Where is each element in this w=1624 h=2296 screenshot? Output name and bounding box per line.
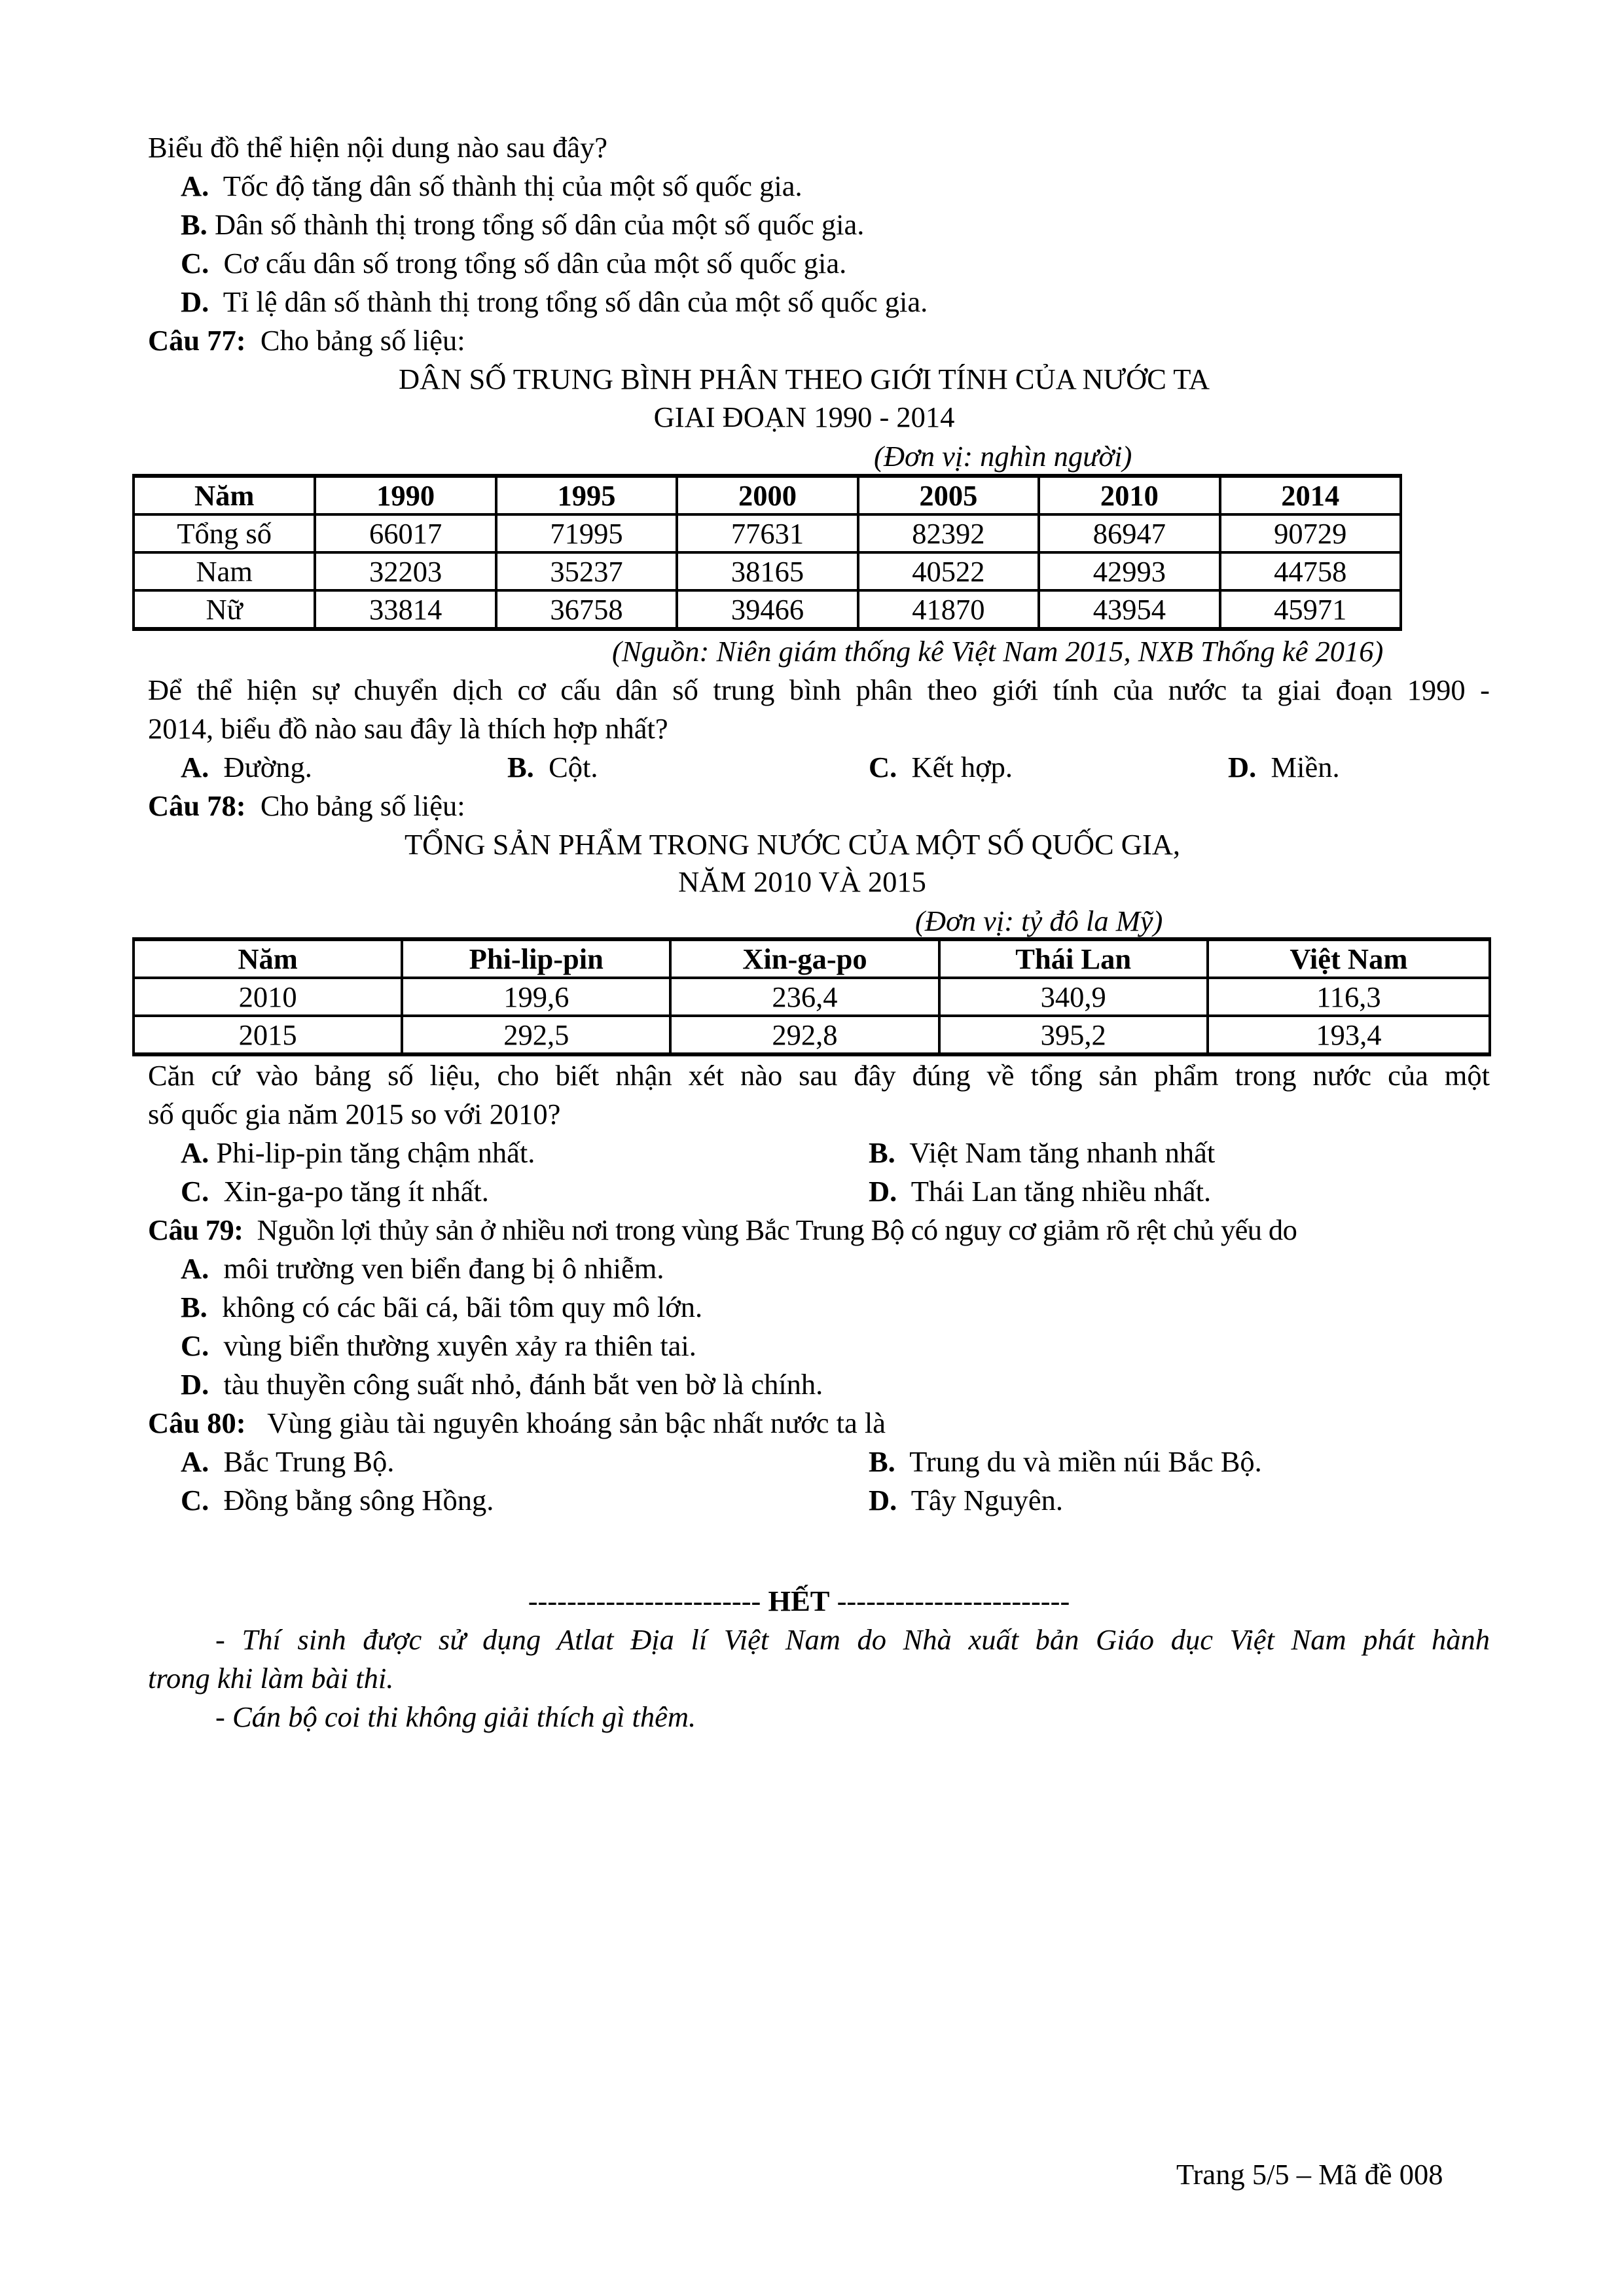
header-cell: Xin-ga-po xyxy=(670,939,939,978)
option-label: C. xyxy=(181,1484,209,1516)
q79-option-b xyxy=(181,1288,702,1326)
option-label: B. xyxy=(181,1291,208,1323)
option-label: A. xyxy=(181,1136,209,1169)
q77-unit: (Đơn vị: nghìn người) xyxy=(874,440,1132,473)
question-number: Câu 79: xyxy=(148,1213,244,1246)
q76-stem: Biểu đồ thể hiện nội dung nào sau đây? xyxy=(148,131,607,164)
option-label: D. xyxy=(869,1484,897,1516)
option-text: Miền. xyxy=(1271,751,1340,783)
header-cell: 1995 xyxy=(496,476,677,514)
q76-option-a xyxy=(181,167,803,205)
q77-option-a xyxy=(181,748,312,786)
option-label: B. xyxy=(181,208,208,241)
q78-header xyxy=(148,787,465,825)
option-text: môi trường ven biển đang bị ô nhiễm. xyxy=(223,1252,664,1285)
option-text: vùng biển thường xuyên xảy ra thiên tai. xyxy=(223,1329,696,1362)
q80-option-a xyxy=(181,1443,394,1480)
page-footer: Trang 5/5 – Mã đề 008 xyxy=(1176,2158,1443,2191)
table-row xyxy=(134,1016,1490,1054)
option-label: A. xyxy=(181,751,209,783)
q77-table-title-1 xyxy=(0,360,1624,398)
table-cell: 193,4 xyxy=(1208,1016,1490,1054)
table-title-text: DÂN SỐ TRUNG BÌNH PHÂN THEO GIỚI TÍNH CỦA NƯỚC TA xyxy=(398,363,1210,395)
q76-option-b xyxy=(181,206,864,243)
table-cell: 42993 xyxy=(1039,552,1219,590)
table-cell: 41870 xyxy=(858,590,1039,629)
q77-source: (Nguồn: Niên giám thống kê Việt Nam 2015, NXB Thống kê 2016) xyxy=(612,635,1384,668)
q80-option-c xyxy=(181,1481,494,1519)
q80-header xyxy=(148,1404,886,1442)
header-cell: Năm xyxy=(134,476,315,514)
option-label: C. xyxy=(181,247,209,279)
table-cell: 35237 xyxy=(496,552,677,590)
table-title-text: NĂM 2010 VÀ 2015 xyxy=(678,865,926,898)
option-label: C. xyxy=(181,1329,209,1362)
option-text: Tốc độ tăng dân số thành thị của một số quốc gia. xyxy=(223,170,803,202)
table-cell: 33814 xyxy=(315,590,496,629)
table-row xyxy=(134,552,1401,590)
option-text: Dân số thành thị trong tổng số dân của một số quốc gia. xyxy=(214,208,865,241)
q77-option-c xyxy=(869,748,1013,786)
q76-option-c xyxy=(181,244,846,282)
question-stem: Nguồn lợi thủy sản ở nhiều nơi trong vùng Bắc Trung Bộ có nguy cơ giảm rõ rệt chủ yếu do xyxy=(257,1213,1297,1246)
table-cell: 36758 xyxy=(496,590,677,629)
end-note-1-line2: trong khi làm bài thi. xyxy=(148,1662,394,1695)
q78-option-a xyxy=(181,1134,535,1172)
option-label: D. xyxy=(1228,751,1257,783)
option-text: Việt Nam tăng nhanh nhất xyxy=(909,1136,1216,1169)
end-note-1-line1: - Thí sinh được sử dụng Atlat Địa lí Việt Nam do Nhà xuất bản Giáo dục Việt Nam phát hành xyxy=(215,1623,1490,1656)
table-cell: 292,8 xyxy=(670,1016,939,1054)
option-label: C. xyxy=(181,1175,209,1208)
option-text: Cơ cấu dân số trong tổng số dân của một số quốc gia. xyxy=(223,247,847,279)
end-note-2: - Cán bộ coi thi không giải thích gì thêm. xyxy=(215,1700,696,1733)
q78-option-c xyxy=(181,1172,489,1210)
q77-option-d xyxy=(1228,748,1340,786)
row-label: 2010 xyxy=(134,978,402,1016)
table-row xyxy=(134,590,1401,629)
table-cell: 199,6 xyxy=(402,978,670,1016)
question-stem: Vùng giàu tài nguyên khoáng sản bậc nhất nước ta là xyxy=(267,1407,886,1439)
option-text: Kết hợp. xyxy=(911,751,1013,783)
q78-question-line2: số quốc gia năm 2015 so với 2010? xyxy=(148,1098,561,1130)
q77-option-b xyxy=(507,748,598,786)
q78-table-title-1 xyxy=(0,825,1624,863)
option-label: D. xyxy=(869,1175,897,1208)
table-cell: 32203 xyxy=(315,552,496,590)
table-title-text: TỔNG SẢN PHẨM TRONG NƯỚC CỦA MỘT SỐ QUỐC GIA, xyxy=(404,828,1181,861)
option-text: không có các bãi cá, bãi tôm quy mô lớn. xyxy=(222,1291,703,1323)
table-cell: 38165 xyxy=(677,552,857,590)
question-intro: Cho bảng số liệu: xyxy=(260,324,465,357)
q78-gdp-table xyxy=(132,937,1491,1056)
table-cell: 66017 xyxy=(315,514,496,552)
option-text: Trung du và miền núi Bắc Bộ. xyxy=(909,1445,1262,1478)
option-text: Tây Nguyên. xyxy=(911,1484,1064,1516)
option-text: Tỉ lệ dân số thành thị trong tổng số dân của một số quốc gia. xyxy=(223,285,928,318)
table-cell: 236,4 xyxy=(670,978,939,1016)
question-number: Câu 77: xyxy=(148,324,246,357)
row-label: 2015 xyxy=(134,1016,402,1054)
table-cell: 45971 xyxy=(1220,590,1401,629)
header-cell: Việt Nam xyxy=(1208,939,1490,978)
option-label: D. xyxy=(181,285,209,318)
q79-option-a xyxy=(181,1249,664,1287)
q78-table-title-2 xyxy=(0,863,1624,901)
table-cell: 40522 xyxy=(858,552,1039,590)
option-text: tàu thuyền công suất nhỏ, đánh bắt ven bờ là chính. xyxy=(223,1368,823,1401)
row-label: Tổng số xyxy=(134,514,315,552)
header-cell: 2014 xyxy=(1220,476,1401,514)
q77-table-title-2 xyxy=(0,398,1624,436)
option-label: B. xyxy=(869,1136,895,1169)
option-text: Đồng bằng sông Hồng. xyxy=(223,1484,494,1516)
end-label: HẾT xyxy=(768,1585,830,1617)
table-cell: 395,2 xyxy=(939,1016,1208,1054)
header-cell: 1990 xyxy=(315,476,496,514)
option-text: Bắc Trung Bộ. xyxy=(223,1445,395,1478)
table-cell: 39466 xyxy=(677,590,857,629)
q78-unit: (Đơn vị: tỷ đô la Mỹ) xyxy=(915,905,1163,937)
option-label: C. xyxy=(869,751,897,783)
end-marker xyxy=(0,1582,1624,1620)
q77-population-table xyxy=(132,474,1402,631)
table-cell: 82392 xyxy=(858,514,1039,552)
table-row xyxy=(134,514,1401,552)
table-cell: 292,5 xyxy=(402,1016,670,1054)
question-number: Câu 78: xyxy=(148,789,246,822)
header-cell: Năm xyxy=(134,939,402,978)
q78-option-d xyxy=(869,1172,1211,1210)
option-text: Đường. xyxy=(223,751,312,783)
q77-header xyxy=(148,321,465,359)
q78-question-line1: Căn cứ vào bảng số liệu, cho biết nhận xét nào sau đây đúng về tổng sản phẩm trong nước của một xyxy=(148,1059,1490,1092)
header-cell: 2000 xyxy=(677,476,857,514)
option-text: Cột. xyxy=(549,751,598,783)
q79-header xyxy=(148,1211,1297,1249)
q79-option-c xyxy=(181,1327,696,1365)
table-cell: 86947 xyxy=(1039,514,1219,552)
table-cell: 340,9 xyxy=(939,978,1208,1016)
end-dashes-left: ------------------------ xyxy=(528,1585,761,1617)
q77-question-line2: 2014, biểu đồ nào sau đây là thích hợp nhất? xyxy=(148,712,668,745)
row-label: Nữ xyxy=(134,590,315,629)
option-label: B. xyxy=(869,1445,895,1478)
option-label: A. xyxy=(181,1445,209,1478)
table-cell: 44758 xyxy=(1220,552,1401,590)
row-label: Nam xyxy=(134,552,315,590)
header-cell: Phi-lip-pin xyxy=(402,939,670,978)
q79-option-d xyxy=(181,1365,823,1403)
q78-option-b xyxy=(869,1134,1215,1172)
table-title-text: GIAI ĐOẠN 1990 - 2014 xyxy=(653,401,955,433)
header-cell: 2005 xyxy=(858,476,1039,514)
table-cell: 43954 xyxy=(1039,590,1219,629)
q76-option-d xyxy=(181,283,928,321)
option-text: Phi-lip-pin tăng chậm nhất. xyxy=(216,1136,535,1169)
option-text: Xin-ga-po tăng ít nhất. xyxy=(223,1175,489,1208)
option-label: A. xyxy=(181,170,209,202)
q80-option-b xyxy=(869,1443,1262,1480)
header-cell: Thái Lan xyxy=(939,939,1208,978)
question-intro: Cho bảng số liệu: xyxy=(260,789,465,822)
option-label: B. xyxy=(507,751,534,783)
table-header-row xyxy=(134,476,1401,514)
end-dashes-right: ------------------------ xyxy=(837,1585,1070,1617)
header-cell: 2010 xyxy=(1039,476,1219,514)
table-cell: 90729 xyxy=(1220,514,1401,552)
table-cell: 71995 xyxy=(496,514,677,552)
option-label: A. xyxy=(181,1252,209,1285)
option-label: D. xyxy=(181,1368,209,1401)
option-text: Thái Lan tăng nhiều nhất. xyxy=(911,1175,1212,1208)
table-cell: 116,3 xyxy=(1208,978,1490,1016)
table-cell: 77631 xyxy=(677,514,857,552)
table-header-row xyxy=(134,939,1490,978)
table-row xyxy=(134,978,1490,1016)
q80-option-d xyxy=(869,1481,1063,1519)
q77-question-line1: Để thể hiện sự chuyển dịch cơ cấu dân số trung bình phân theo giới tính của nước ta giai đoạn 1990 - xyxy=(148,673,1490,706)
question-number: Câu 80: xyxy=(148,1407,246,1439)
